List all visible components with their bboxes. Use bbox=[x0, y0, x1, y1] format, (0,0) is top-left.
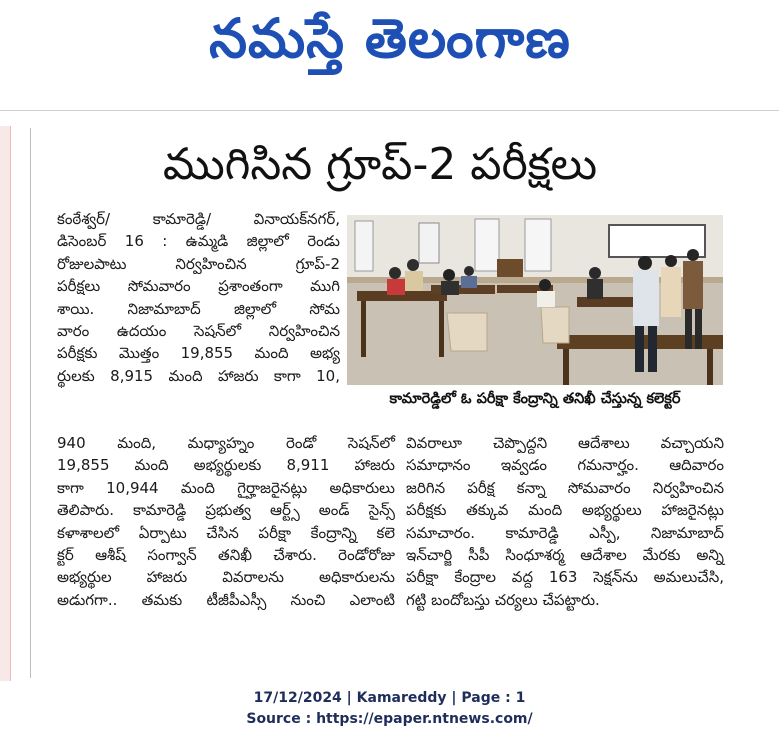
article-line: కాగా 10,944 మంది గైర్హాజరైనట్లు అధికారులు bbox=[57, 478, 395, 497]
masthead-divider bbox=[0, 110, 779, 111]
article-line: ఇన్‌చార్జి సీపీ సింధూశర్మ ఆదేశాల మేరకు అన్ని bbox=[406, 546, 724, 565]
article-line: కళాశాలలో ఏర్పాటు చేసిన పరీక్షా కేంద్రాన్ని కలె bbox=[57, 523, 395, 542]
article-line: వారం ఉదయం సెషన్‌లో నిర్వహించిన bbox=[57, 322, 340, 341]
newspaper-logo: నమస్తే తెలంగాణ bbox=[209, 7, 571, 70]
column-rule bbox=[30, 128, 31, 678]
article-line: రోజులపాటు నిర్వహించిన గ్రూప్‌-2 bbox=[57, 254, 340, 273]
adjacent-column-edge bbox=[0, 126, 11, 681]
article-line: సమాచారం. కామారెడ్డి ఎస్పీ, నిజామాబాద్‌ bbox=[406, 523, 724, 542]
article-line: కంఠేశ్వర్‌/ కామారెడ్డి/ వినాయక్‌నగర్‌, bbox=[57, 210, 340, 228]
source-link: Source : https://epaper.ntnews.com/ bbox=[246, 711, 533, 727]
article-column-a bbox=[57, 208, 340, 387]
article-line: అభ్యర్థుల హాజరు వివరాలను అధికారులను bbox=[57, 568, 395, 587]
article-line: గట్టి బందోబస్తు చర్యలు చేపట్టారు. bbox=[406, 590, 600, 609]
photo-caption: కామారెడ్డిలో ఓ పరీక్షా కేంద్రాన్ని తనిఖీ చేస్తున్న కలెక్టర్‌ bbox=[347, 385, 723, 413]
page-footer bbox=[0, 688, 779, 730]
article-line: తెలిపారు. కామారెడ్డి ప్రభుత్వ ఆర్ట్స్‌ అండ్‌ సైన్స్‌ bbox=[57, 501, 395, 520]
exam-hall-illustration bbox=[347, 215, 723, 385]
article-column-c bbox=[406, 432, 724, 611]
article-line: పరీక్షలు సోమవారం ప్రశాంతంగా ముగి bbox=[57, 277, 340, 296]
article-line: 19,855 మంది అభ్యర్థులకు 8,911 హాజరు bbox=[57, 456, 395, 475]
article-line: క్టర్‌ ఆశీష్‌ సంగ్వాన్‌ తనిఖీ చేశారు. రెండోరోజు bbox=[57, 546, 395, 565]
article-line: పరీక్షా కేంద్రాల వద్ద 163 సెక్షన్‌ను అమలుచేసి, bbox=[406, 568, 724, 587]
article-column-b bbox=[57, 432, 395, 611]
masthead bbox=[0, 0, 779, 112]
article-line: వివరాలూ చెప్పొద్దని ఆదేశాలు వచ్చాయని bbox=[406, 434, 724, 452]
article-line: డిసెంబర్‌ 16 : ఉమ్మడి జిల్లాలో రెండు bbox=[57, 232, 340, 251]
article-line: ర్థులకు 8,915 మంది హాజరు కాగా 10, bbox=[57, 366, 340, 385]
article-line: పరీక్షకు తక్కువ మంది అభ్యర్థులు హాజరైనట్లు bbox=[406, 501, 724, 520]
article-line: అడుగగా.. తమకు టీజీపీఎస్సీ నుంచి ఎలాంటి bbox=[57, 590, 395, 609]
exam-hall-photo bbox=[347, 215, 723, 385]
article-headline: ముగిసిన గ్రూప్‌-2 పరీక్షలు bbox=[162, 139, 598, 190]
edition-info: 17/12/2024 | Kamareddy | Page : 1 bbox=[253, 690, 526, 706]
article-line: సమాధానం ఇవ్వడం గమనార్హం. ఆదివారం bbox=[406, 456, 724, 475]
article-line: పరీక్షకు మొత్తం 19,855 మంది అభ్య bbox=[57, 344, 340, 363]
article-line: 940 మంది, మధ్యాహ్నం రెండో సెషన్‌లో bbox=[57, 434, 395, 452]
article-line: జరిగిన పరీక్ష కన్నా సోమవారం నిర్వహించిన bbox=[406, 478, 724, 497]
article-line: శాయి. నిజామాబాద్‌ జిల్లాలో సోమ bbox=[57, 299, 340, 318]
